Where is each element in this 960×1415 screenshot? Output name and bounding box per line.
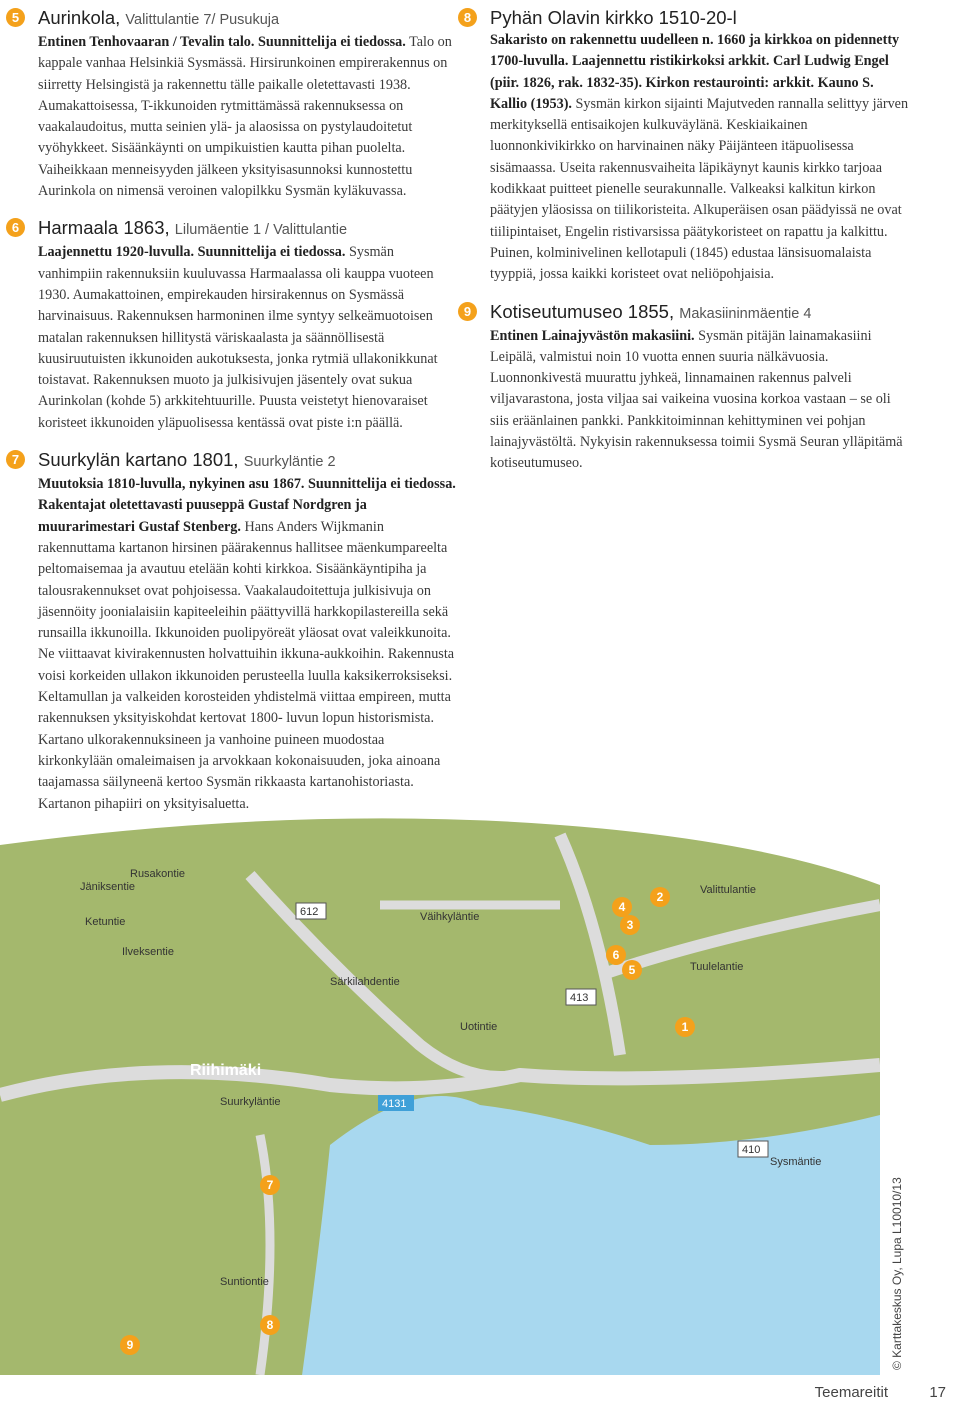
road-number: 410 <box>742 1144 761 1156</box>
road-number: 612 <box>300 906 319 918</box>
site-marker-4 <box>612 897 632 917</box>
map-label: Suurkyläntie <box>220 1096 281 1108</box>
entry-name: Harmaala 1863, <box>38 217 170 239</box>
entry-address: Valittulantie 7/ Pusukuja <box>125 12 280 28</box>
map-label: Särkilahdentie <box>330 976 400 988</box>
map-copyright: © Karttakeskus Oy, Lupa L10010/13 <box>890 1177 904 1370</box>
map-label: Tuulelantie <box>690 961 744 973</box>
entry-7 <box>11 448 458 812</box>
entry-6 <box>11 216 458 434</box>
map-label: Sysmäntie <box>770 1156 822 1168</box>
svg-text:7: 7 <box>266 1178 274 1192</box>
entry-lead: Sakaristo on rakennettu uudelleen n. 1660 ja kirkkoa on pidennetty 1700-luvulla. Laajennettu ristikirkoksi arkkit. Carl Ludwig Engel (piir. 1826, rak. 1832-35). Kirkon restaurointi: arkkit. Kauno S. Kallio (1953). <box>490 32 900 112</box>
map-label: Rusakontie <box>130 868 186 880</box>
footer-label: Teemareitit <box>814 1384 888 1401</box>
entry-name: Aurinkola, <box>38 7 121 28</box>
entry-text: Hans Anders Wijkmanin rakennuttama kartanon hirsinen päärakennus hallitsee mäenkumpareelta peltomaisemaa ja avautuu etelään kohti kirkkoa. Sisäänkäyntipiha ja talousrakennukset ovat pohjoisessa. Vaakalaudoitettuja julkisivuja on jäsennöity joonialaisiin kapiteeleihin päättyvillä harkkopilastereilla sekä runsailla ikkunoilla. Ikkunoiden puolipyöreät yläosat ovat valeikkunoita. Ne viittaavat kivirakennusten holvattuihin ikkuna-aukkoihin. Rakennusta voisi korkeiden ullakon ikkunoiden perusteella luulla kaksikerroksiseksi. Keltamullan ja valkeiden korosteiden yhdistelmä viittaa empireen, mutta rakennuksen yksityiskohdat kertovat 1800- luvun lopun historismista. Kartano ulkorakennuksineen ja vanhoine puineen muodostaa kirkonkylään omaleimaisen ja arvokkaan kokonaisuuden, joka ainoana taajamassa säilyneenä kertoo Sysmän rikkaasta kartanohistoriasta. Kartanon pihapiiri on yksityisaluetta. <box>38 518 455 812</box>
svg-text:6: 6 <box>612 948 620 962</box>
map-label: Riihimäki <box>190 1062 262 1079</box>
site-marker-3 <box>620 915 640 935</box>
lake <box>300 1096 880 1390</box>
entry-lead: Entinen Tenhovaaran / Tevalin talo. Suunnittelija ei tiedossa. <box>38 34 406 50</box>
site-marker-2 <box>650 887 670 907</box>
entry-number-badge: 9 <box>458 302 477 321</box>
road-number: 4131 <box>382 1098 407 1110</box>
svg-text:2: 2 <box>656 890 664 904</box>
entry-lead: Muutoksia 1810-luvulla, nykyinen asu 1867. Suunnittelija ei tiedossa. Rakentajat oletettavasti puuseppä Gustaf Nordgren ja muurarimestari Gustaf Stenberg. <box>38 476 456 535</box>
entry-name: Kotiseutumuseo 1855, <box>490 300 675 322</box>
entry-body <box>490 30 910 286</box>
map-label: Ilveksentie <box>122 946 174 958</box>
svg-text:8: 8 <box>266 1318 274 1332</box>
entry-number-badge: 8 <box>458 8 477 27</box>
map-label: Ketuntie <box>85 916 126 928</box>
site-marker-9 <box>120 1335 140 1355</box>
entry-address: Suurkyläntie 2 <box>243 454 336 471</box>
map-label: Jäniksentie <box>80 881 136 893</box>
entry-title <box>490 6 910 30</box>
site-marker-7 <box>260 1175 280 1195</box>
site-marker-8 <box>260 1315 280 1335</box>
svg-text:1: 1 <box>681 1020 689 1034</box>
entry-number-badge: 5 <box>6 8 25 27</box>
entry-address: Lilumäentie 1 / Valittulantie <box>174 222 348 239</box>
entry-lead: Laajennettu 1920-luvulla. Suunnittelija ei tiedossa. <box>38 244 346 261</box>
page-number: 17 <box>929 1384 946 1401</box>
map-label: Uotintie <box>460 1021 498 1033</box>
entry-address: Makasiininmäentie 4 <box>679 305 812 322</box>
entry-name: Suurkylän kartano 1801, <box>38 449 239 471</box>
entry-title <box>38 6 458 32</box>
svg-text:4: 4 <box>618 900 626 914</box>
entry-body <box>490 326 910 475</box>
map-label: Suntiontie <box>220 1276 269 1288</box>
left-column <box>11 6 458 812</box>
entry-name: Pyhän Olavin kirkko 1510-20-l <box>490 7 737 28</box>
map-label: Väihkyläntie <box>420 911 480 923</box>
svg-text:3: 3 <box>626 918 634 932</box>
entry-5 <box>11 6 458 202</box>
entry-title <box>38 448 458 474</box>
entry-text: Talo on kappale vanhaa Helsinkiä Sysmässä. Hirsirunkoinen empirerakennus on siirretty Helsingistä ja rakennettu tälle paikalle oletettavasti 1938. Aumakattoisessa, T-ikkunoiden rytmittämässä rakennuksessa on vaakalaudoitus, mutta seinien ylä- ja alaosissa on pystylaudoitetut vyöhykkeet. Sisäänkäynti on umpikuistien kautta pihan puolelta. Vaiheikkaan menneisyyden jälkeen yksityisasunnoksi kunnostettu Aurinkola on nimensä veroinen valopilkku Sysmän kyläkuvassa. <box>38 34 452 200</box>
map-label: Valittulantie <box>700 884 757 896</box>
entry-body <box>38 242 458 434</box>
entry-number-badge: 7 <box>6 450 25 469</box>
entry-text: Sysmän kirkon sijainti Majutveden rannalla selittyy järven merkityksellä entisaikojen kulkuväylänä. Keskiaikainen luonnonkivikirkko on harvinainen näky Päijänteen itäpuolisessa sisämaassa. Useita rakennusvaiheita läpikäynyt kaunis kirkko tarjoaa kodikkaat puitteet pienelle seurakunnalle. Valkeaksi kalkitun kirkon päätyjen yläosissa on tiilikoristeita. Alkuperäisen osan päädyissä ne ovat tiilipintaiset, Engelin ristivarsissa päätykoristeet on rapattu ja kalkittu. Puinen, kolminivelinen kellotapuli (1845) edustaa länsisuomalaista tyyppiä, jossa kaikki koristeet ovat neliöpohjaisia. <box>490 95 909 283</box>
entry-8 <box>463 6 910 286</box>
road-number: 413 <box>570 992 589 1004</box>
site-marker-5 <box>622 960 642 980</box>
right-column <box>463 6 910 489</box>
entry-title <box>38 216 458 242</box>
village-map <box>0 815 960 1390</box>
entry-9 <box>463 300 910 475</box>
svg-text:5: 5 <box>628 963 636 977</box>
entry-body <box>38 474 458 812</box>
svg-text:9: 9 <box>126 1338 134 1352</box>
entry-body <box>38 32 458 202</box>
site-marker-6 <box>606 945 626 965</box>
site-marker-1 <box>675 1017 695 1037</box>
entry-number-badge: 6 <box>6 218 25 237</box>
entry-title <box>490 300 910 326</box>
entry-lead: Entinen Lainajyvästön makasiini. <box>490 327 695 344</box>
entry-text: Sysmän pitäjän lainamakasiini Leipälä, valmistui noin 10 vuotta ennen suuria nälkävuosia. Luonnonkivestä muurattu jyhkeä, linnamainen rakennus palveli viljavarastona, josta viljaa sai vaikeina vuosina korkoa vastaan – se oli siis eräänlainen pankki. Pankkitoiminnan kehittyminen vei pohjan lainajyvästöltä. Nykyisin rakennuksessa toimii Sysmä Seuran ylläpitämä kotiseutumuseo. <box>490 327 903 472</box>
entry-text: Sysmän vanhimpiin rakennuksiin kuuluvassa Harmaalassa oli kauppa vuoteen 1930. Aumakattoinen, empirekauden hirsirakennus on Sysmässä harvinaisuus. Rakennuksen harmoninen ilme syntyy selkeämuotoisen matalan rakennuksen hillitystä väriskaalasta ja säännöllisestä kuusiruutuisten ikkunoiden aukotuksesta, jonka rytmiä ullakonikkunat toistavat. Rakennuksen muoto ja julkisivujen jäsentely ovat sukua Aurinkolan (kohde 5) arkkitehtuurille. Puusta veistetyt hienovaraiset koristeet ikkunoiden yläpuolisessa kentässä ovat piste i:n päällä. <box>38 244 438 431</box>
